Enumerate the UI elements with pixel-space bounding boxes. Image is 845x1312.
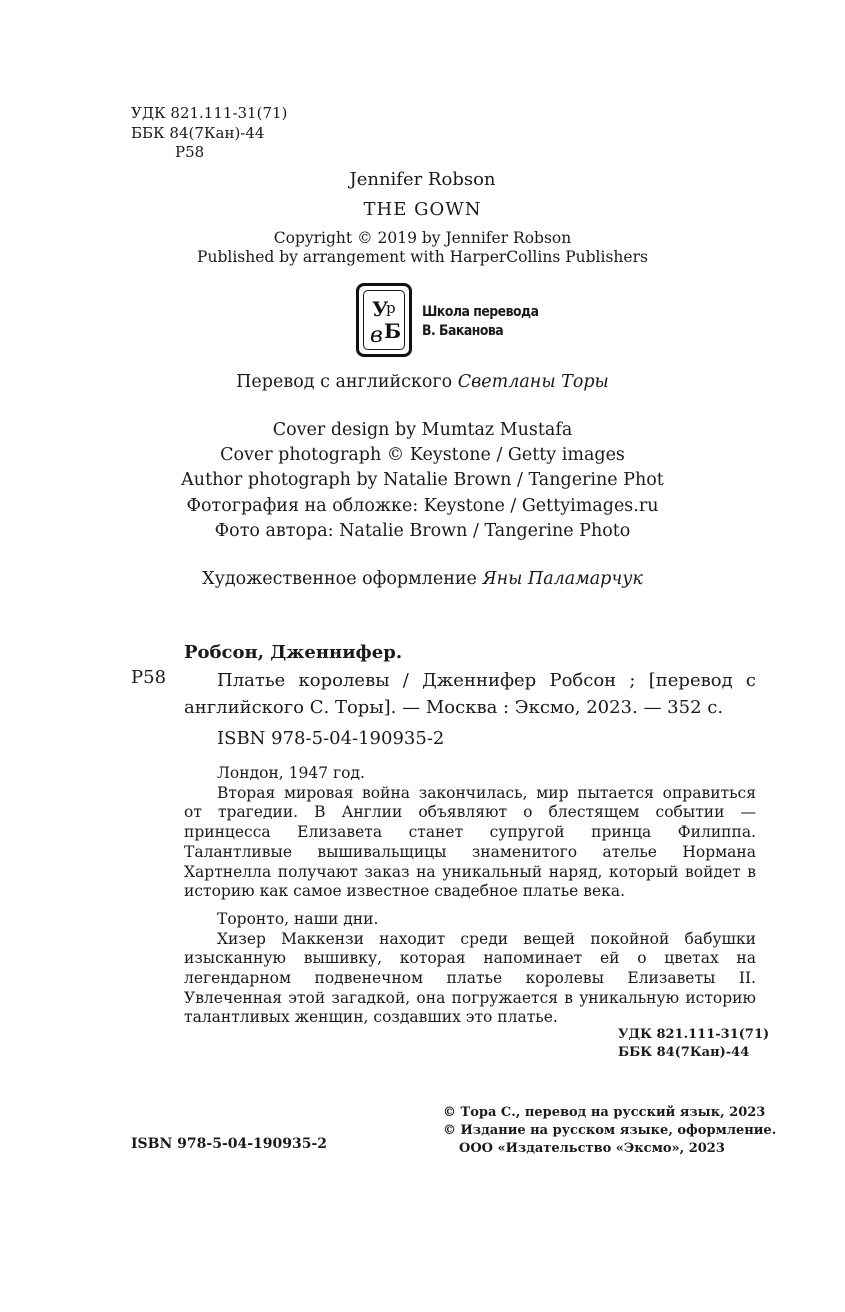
- design-line: [0, 569, 845, 589]
- copyright-line: Copyright © 2019 by Jennifer Robson: [273, 229, 572, 247]
- annotation: [184, 764, 756, 1028]
- bib-author: Робсон, Дженнифер.: [184, 642, 403, 663]
- right-codes: [618, 1026, 769, 1062]
- rights-line-3: ООО «Издательство «Эксмо», 2023: [459, 1141, 725, 1156]
- credit-line: Author photograph by Natalie Brown / Tangerine Phot: [181, 470, 664, 490]
- logo-line-1: Школа перевода: [422, 304, 539, 320]
- annotation-paragraph: Лондон, 1947 год.: [217, 764, 365, 782]
- svg-text:в: в: [370, 323, 383, 348]
- credit-line: Cover photograph © Keystone / Getty images: [220, 445, 625, 465]
- svg-text:Б: Б: [384, 319, 402, 343]
- credit-line: Фотография на обложке: Keystone / Gettyimages.ru: [186, 496, 659, 516]
- logo-line-2: В. Баканова: [422, 323, 504, 339]
- bib-code: Р58: [131, 667, 167, 688]
- udk-code: УДК 821.111-31(71): [131, 104, 288, 122]
- annotation-paragraph: Хизер Маккензи находит среди вещей покойной бабушки изысканную вышивку, которая напоминает ей о цветах на легендарном подвенечном платье королевы Елизаветы II. Увлеченная этой загадкой, она погружается в уникальную историю талантливых женщин, создавших это платье.: [184, 929, 756, 1027]
- rights-notice: [443, 1104, 776, 1158]
- original-author: Jennifer Robson: [349, 169, 496, 190]
- bib-description: Платье королевы / Дженнифер Робсон ; [перевод с английского С. Торы]. — Москва : Эксмо, 2023. — 352 с.: [184, 670, 756, 718]
- translator-name: Светланы Торы: [457, 372, 609, 392]
- annotation-paragraph: Торонто, наши дни.: [217, 909, 379, 928]
- bbk-code: ББК 84(7Кан)-44: [131, 123, 265, 142]
- credit-line: Фото автора: Natalie Brown / Tangerine Photo: [214, 521, 631, 541]
- designer-name: Яны Паламарчук: [482, 569, 643, 589]
- classification-codes: [131, 104, 287, 163]
- rights-line-1: © Тора С., перевод на русский язык, 2023: [443, 1105, 766, 1120]
- author-mark: Р58: [175, 143, 205, 161]
- translator-line: [0, 372, 845, 392]
- original-title: THE GOWN: [363, 199, 482, 220]
- annotation-paragraph: Вторая мировая война закончилась, мир пытается оправиться от трагедии. В Англии объявляют о блестящем событии — принцесса Елизавета станет супругой принца Филиппа. Талантливые вышивальщицы знаменитого ателье Нормана Хартнелла получают заказ на уникальный наряд, который войдет в историю как самое известное свадебное платье века.: [184, 783, 756, 901]
- translator-prefix: Перевод с английского: [236, 372, 458, 392]
- logo-text: [422, 303, 539, 341]
- right-bbk: ББК 84(7Кан)-44: [618, 1045, 750, 1060]
- svg-text:У: У: [372, 297, 389, 321]
- book-school-logo-icon: [356, 283, 412, 357]
- bottom-isbn: ISBN 978-5-04-190935-2: [131, 1136, 328, 1152]
- design-prefix: Художественное оформление: [202, 569, 483, 589]
- published-line: Published by arrangement with HarperCollins Publishers: [197, 248, 648, 266]
- credit-line: Cover design by Mumtaz Mustafa: [272, 420, 573, 440]
- bib-isbn: ISBN 978-5-04-190935-2: [217, 728, 445, 749]
- svg-text:р: р: [386, 299, 396, 317]
- school-logo: [356, 283, 539, 361]
- rights-line-2: © Издание на русском языке, оформление.: [443, 1123, 777, 1138]
- right-udk: УДК 821.111-31(71): [618, 1027, 770, 1042]
